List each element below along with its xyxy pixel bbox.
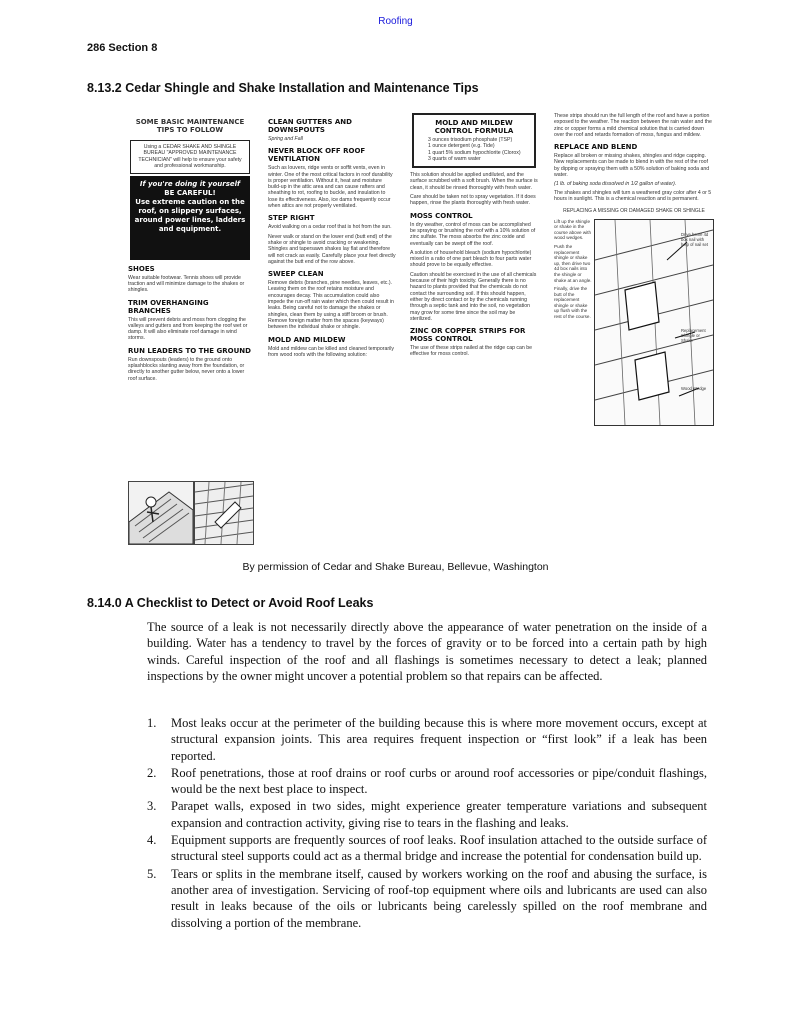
run-leaders-heading: RUN LEADERS TO THE GROUND [128, 346, 251, 355]
maintenance-tips-figure [128, 113, 714, 548]
step-right-text-2: Never walk or stand on the lower end (butt end) of the shake or shingle to avoid cracking or weakening. Shingles and tapersawn shakes lay flat and therefore will not crack as easily. Carefully place your feet directly against the butt end of the row above. [268, 233, 396, 265]
clean-gutters-subtitle: Spring and Fall [268, 136, 303, 142]
section-heading-8-14-0: 8.14.0 A Checklist to Detect or Avoid Roof Leaks [87, 596, 374, 610]
section-heading-8-13-2: 8.13.2 Cedar Shingle and Shake Installation and Maintenance Tips [87, 81, 479, 95]
formula-text-1: This solution should be applied undiluted, and the surface scrubbed with a soft brush. When the surface is clean, it should be rinsed thoroughly with fresh water. [410, 172, 538, 191]
formula-item: 3 quarts of warm water [428, 155, 481, 162]
diagram-step-1: Lift up the shingle or shake in the course above with wood wedges. [554, 218, 592, 241]
moss-text-2: A solution of household bleach (sodium hypochlorite) mixed in a ratio of one part bleach to four parts water should prove to be equally effective. [410, 249, 532, 269]
clean-gutters-heading: CLEAN GUTTERS AND DOWNSPOUTS [268, 118, 352, 134]
running-head[interactable]: Roofing [378, 16, 413, 27]
run-leaders-text: Run downspouts (leaders) to the ground onto splashblocks slanting away from the foundation, or directly to another gutter below, never onto a lower roof surface. [128, 356, 245, 382]
warning-line-1: If you're doing it yourself [139, 179, 241, 188]
warning-box [130, 176, 250, 260]
mold-mildew-text: Mold and mildew can be killed and cleaned temporarily from wood roofs with the following solution: [268, 345, 395, 358]
list-item-text: Equipment supports are frequently sources of roof leaks. Roof insulation attached to the outside surface of structural steel supports could act as a thermal bridge and increase the potential for condensation build up. [171, 833, 707, 864]
figure-column-2 [268, 113, 396, 548]
bureau-note: Using a CEDAR SHAKE AND SHINGLE BUREAU "APPROVED MAINTENANCE TECHNICIAN" will help to ensure your safety and professional workmanship. [130, 140, 250, 174]
mold-mildew-heading: MOLD AND MILDEW [268, 335, 346, 344]
zinc-strips-heading: ZINC OR COPPER STRIPS FOR MOSS CONTROL [410, 327, 526, 344]
formula-heading: MOLD AND MILDEW CONTROL FORMULA [434, 119, 514, 135]
list-item [147, 832, 707, 865]
replace-blend-note: (1 lb. of baking soda dissolved in 1/2 gallon of water). [554, 181, 677, 188]
list-item-text: Parapet walls, exposed in two sides, might experience greater temperature variations and subsequent expansion and contraction activity, giving rise to tears in the flashing and leaks. [171, 799, 707, 830]
moss-text-3: Caution should be exercised in the use of all chemicals because of their high toxicity. Generally there is no hazard to plants provided that the chemicals do not contact the surrounding soil. If this should happen, either by direct contact or by the chemicals running through a septic tank and into the soil, no vegetation may grow for some time since the soil may be sterilized. [410, 271, 537, 322]
list-item-text: Most leaks occur at the perimeter of the building because this is where more movement occurs, except at structural expansion joints. This area requires frequent inspection or “first look” if a leak has been reported. [171, 716, 707, 763]
warning-line-3: Use extreme caution on the roof, on slippery surfaces, around power lines, ladders and equipment. [134, 197, 246, 233]
warning-line-2: BE CAREFUL! [164, 188, 216, 197]
weathering-text: The shakes and shingles will turn a weathered gray color after 4 or 5 hours in sunlight. This is a chemical reaction and is permanent. [554, 189, 712, 202]
zinc-strips-text: The use of these strips nailed at the ridge cap can be effective for moss control. [410, 345, 532, 358]
shoes-text: Wear suitable footwear. Tennis shoes will provide traction and will minimize damage to the shakes or shingles. [128, 274, 245, 294]
diagram-step-2: Push the replacement shingle or shake up, then drive two 4d box nails into the shingle or shake at an angle. [554, 243, 592, 283]
formula-item: 1 quart 5% sodium hypochlorite (Clorox) [428, 149, 521, 156]
replace-blend-heading: REPLACE AND BLEND [554, 143, 638, 152]
list-item [147, 715, 707, 764]
formula-box [412, 113, 536, 168]
list-item-text: Roof penetrations, those at roof drains or roof curbs or around roof accessories or pipe/conduit flashings, would be the next best place to inspect. [171, 765, 707, 797]
list-item-number: 1. [147, 716, 157, 730]
list-item-number: 4. [147, 833, 157, 848]
leak-checklist [147, 715, 707, 932]
list-item-text: Tears or splits in the membrane itself, caused by workers working on the roof and abusing the surface, is another area of investigation. Servicing of roof-top equipment where oils and lubricants are used can also result in leaks because of the oils or lubricants being carelessly spilled on the roof membrane and dissolving a portion of the membrane. [171, 866, 707, 930]
list-item-number: 5. [147, 866, 157, 881]
step-right-heading: STEP RIGHT [268, 214, 315, 223]
figure-credit: By permission of Cedar and Shake Bureau, Bellevue, Washington [242, 561, 549, 573]
diagram-label-3: Wood Wedge [681, 385, 707, 391]
replacement-diagram [554, 219, 714, 429]
moss-text-1: In dry weather, control of moss can be accomplished be spraying or brushing the roof with a 10% solution of zinc sulfate. The moss absorbs the zinc oxide and eventually can be swept off the roof. [410, 221, 536, 247]
roof-illustration-2 [194, 481, 254, 545]
shoes-heading: SHOES [128, 264, 155, 273]
trim-heading: TRIM OVERHANGING BRANCHES [128, 298, 209, 315]
checklist-intro: The source of a leak is not necessarily directly above the appearance of water penetration on the inside of a building. Water has a tendency to travel by the forces of gravity or to be forced into a certain path by high winds. Careful inspection of the roof and all flashings is sometimes necessary to detect a leak; planned inspections by the owner might uncover a potential problem so that repairs can be affected. [147, 620, 707, 683]
figure-column-3 [410, 113, 538, 548]
shingle-diagram [594, 219, 714, 426]
step-right-text-1: Avoid walking on a cedar roof that is hot from the sun. [268, 224, 392, 231]
diagram-step-3: Finally, drive the butt of the replacement shingle or shake up flush with the rest of the course. [554, 286, 591, 320]
shingle-diagram-drawing [595, 220, 713, 425]
sweep-clean-heading: SWEEP CLEAN [268, 270, 324, 279]
formula-text-2: Care should be taken not to spray vegetation. If it does happen, rinse the plants thoroughly with fresh water. [410, 194, 536, 207]
ventilation-text: Such as louvers, ridge vents or soffit vents, even in winter. One of the most critical factors in roof durability is proper ventilation. Without it, heat and moisture build-up in the attic area and can cause rafters and sheathing to rot, roofing to buckle, and insulation to lose its effectiveness. Also, ice dams frequently occur when attics are not properly ventilated. [268, 165, 393, 210]
ventilation-heading: NEVER BLOCK OFF ROOF VENTILATION [268, 147, 366, 164]
strips-text: These strips should run the full length of the roof and have a portion exposed to the weather. The reaction between the rain water and the zinc or copper forms a mild chemical solution that is carried down over the roof and retards formation of moss, fungus and mildew. [554, 113, 712, 138]
diagram-caption: REPLACING A MISSING OR DAMAGED SHAKE OR SHINGLE [563, 208, 705, 215]
list-item-number: 2. [147, 765, 157, 780]
tips-title: SOME BASIC MAINTENANCE TIPS TO FOLLOW [135, 118, 245, 134]
roof-illustration-1 [128, 481, 194, 545]
moss-control-heading: MOSS CONTROL [410, 211, 473, 220]
list-item [147, 866, 707, 931]
diagram-label-2: Replacement Shingle or Shake [681, 327, 706, 343]
diagram-steps [554, 219, 592, 323]
formula-item: 1 ounce detergent (e.g. Tide) [428, 143, 495, 150]
replace-blend-text: Replace all broken or missing shakes, shingles and ridge capping. New replacements can be made to blend in with the rest of the roof by dipping or spraying them with a 50% solution of baking soda and water. [554, 153, 710, 179]
formula-item: 3 ounces trisodium phosphate (TSP) [428, 137, 513, 143]
figure-column-4 [554, 113, 714, 548]
list-item-number: 3. [147, 799, 157, 814]
sweep-clean-text: Remove debris (branches, pine needles, leaves, etc.). Leaving them on the roof retains moisture and encourages decay. This accumulation could also impede the run-off rain water which then could result in leaks. Being careful not to damage the shakes or shingles, clean them by using a stiff broom or brush. Remove foreign matter from the spaces (keyways) between the individual shake or shingle. [268, 280, 394, 331]
trim-text: This will prevent debris and moss from clogging the valleys and gutters and from keeping the roof wet or damp. It will also eliminate roof damage in wind storms. [128, 316, 248, 342]
diagram-label-1: Drive home 4d box nail with help of nail set [681, 231, 709, 247]
list-item [147, 765, 707, 798]
list-item [147, 798, 707, 831]
page-number-section: 286 Section 8 [87, 42, 158, 54]
